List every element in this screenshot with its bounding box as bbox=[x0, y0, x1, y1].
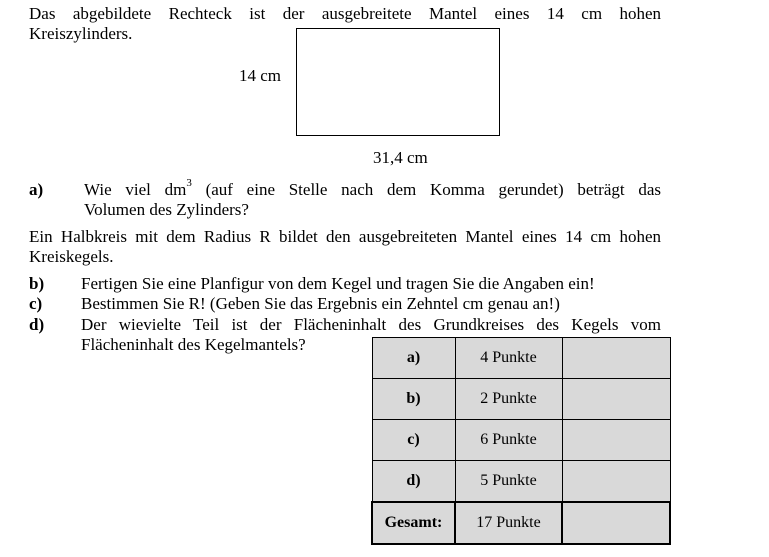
question-b-label: b) bbox=[29, 274, 45, 293]
scoring-total-score-cell bbox=[562, 502, 670, 544]
question-a-line-1 bbox=[84, 177, 661, 200]
scoring-points: 6 Punkte bbox=[455, 420, 562, 461]
question-d-label: d) bbox=[29, 315, 45, 334]
question-c-label: c) bbox=[29, 294, 43, 313]
rectangle-width-label: 31,4 cm bbox=[373, 148, 428, 167]
cone-intro-line-2: Kreiskegels. bbox=[29, 247, 114, 266]
rectangle-height-label: 14 cm bbox=[239, 66, 282, 85]
cone-intro-line-1: Ein Halbkreis mit dem Radius R bildet den ausgebreiteten Mantel eines 14 cm hohen bbox=[29, 227, 661, 246]
intro-line-1: Das abgebildete Rechteck ist der ausgebreitete Mantel eines 14 cm hohen bbox=[29, 4, 661, 23]
scoring-points: 4 Punkte bbox=[455, 338, 562, 379]
question-a-label: a) bbox=[29, 180, 44, 199]
scoring-total-points: 17 Punkte bbox=[455, 502, 562, 544]
scoring-score-cell bbox=[562, 379, 670, 420]
scoring-total-row bbox=[372, 502, 670, 544]
question-a-superscript: 3 bbox=[186, 177, 192, 190]
scoring-points: 2 Punkte bbox=[455, 379, 562, 420]
scoring-points: 5 Punkte bbox=[455, 461, 562, 502]
scoring-row bbox=[372, 338, 670, 379]
scoring-part: c) bbox=[372, 420, 455, 461]
scoring-table bbox=[371, 337, 671, 545]
scoring-score-cell bbox=[562, 338, 670, 379]
scoring-row bbox=[372, 420, 670, 461]
cylinder-mantle-rectangle bbox=[296, 28, 500, 136]
scoring-part: b) bbox=[372, 379, 455, 420]
scoring-score-cell bbox=[562, 461, 670, 502]
question-a-line-2: Volumen des Zylinders? bbox=[84, 200, 249, 219]
question-d-line-2: Flächeninhalt des Kegelmantels? bbox=[81, 335, 306, 354]
scoring-row bbox=[372, 461, 670, 502]
question-c-text: Bestimmen Sie R! (Geben Sie das Ergebnis ein Zehntel cm genau an!) bbox=[81, 294, 560, 313]
question-a-text-post: (auf eine Stelle nach dem Komma gerundet) beträgt das bbox=[191, 180, 661, 199]
scoring-total-label: Gesamt: bbox=[372, 502, 455, 544]
intro-line-2: Kreiszylinders. bbox=[29, 24, 133, 43]
scoring-part: a) bbox=[372, 338, 455, 379]
question-d-line-1: Der wievielte Teil ist der Flächeninhalt des Grundkreises des Kegels vom bbox=[81, 315, 661, 334]
scoring-score-cell bbox=[562, 420, 670, 461]
scoring-row bbox=[372, 379, 670, 420]
scoring-part: d) bbox=[372, 461, 455, 502]
question-b-text: Fertigen Sie eine Planfigur von dem Kegel und tragen Sie die Angaben ein! bbox=[81, 274, 595, 293]
question-a-text-pre: Wie viel dm bbox=[84, 180, 187, 199]
